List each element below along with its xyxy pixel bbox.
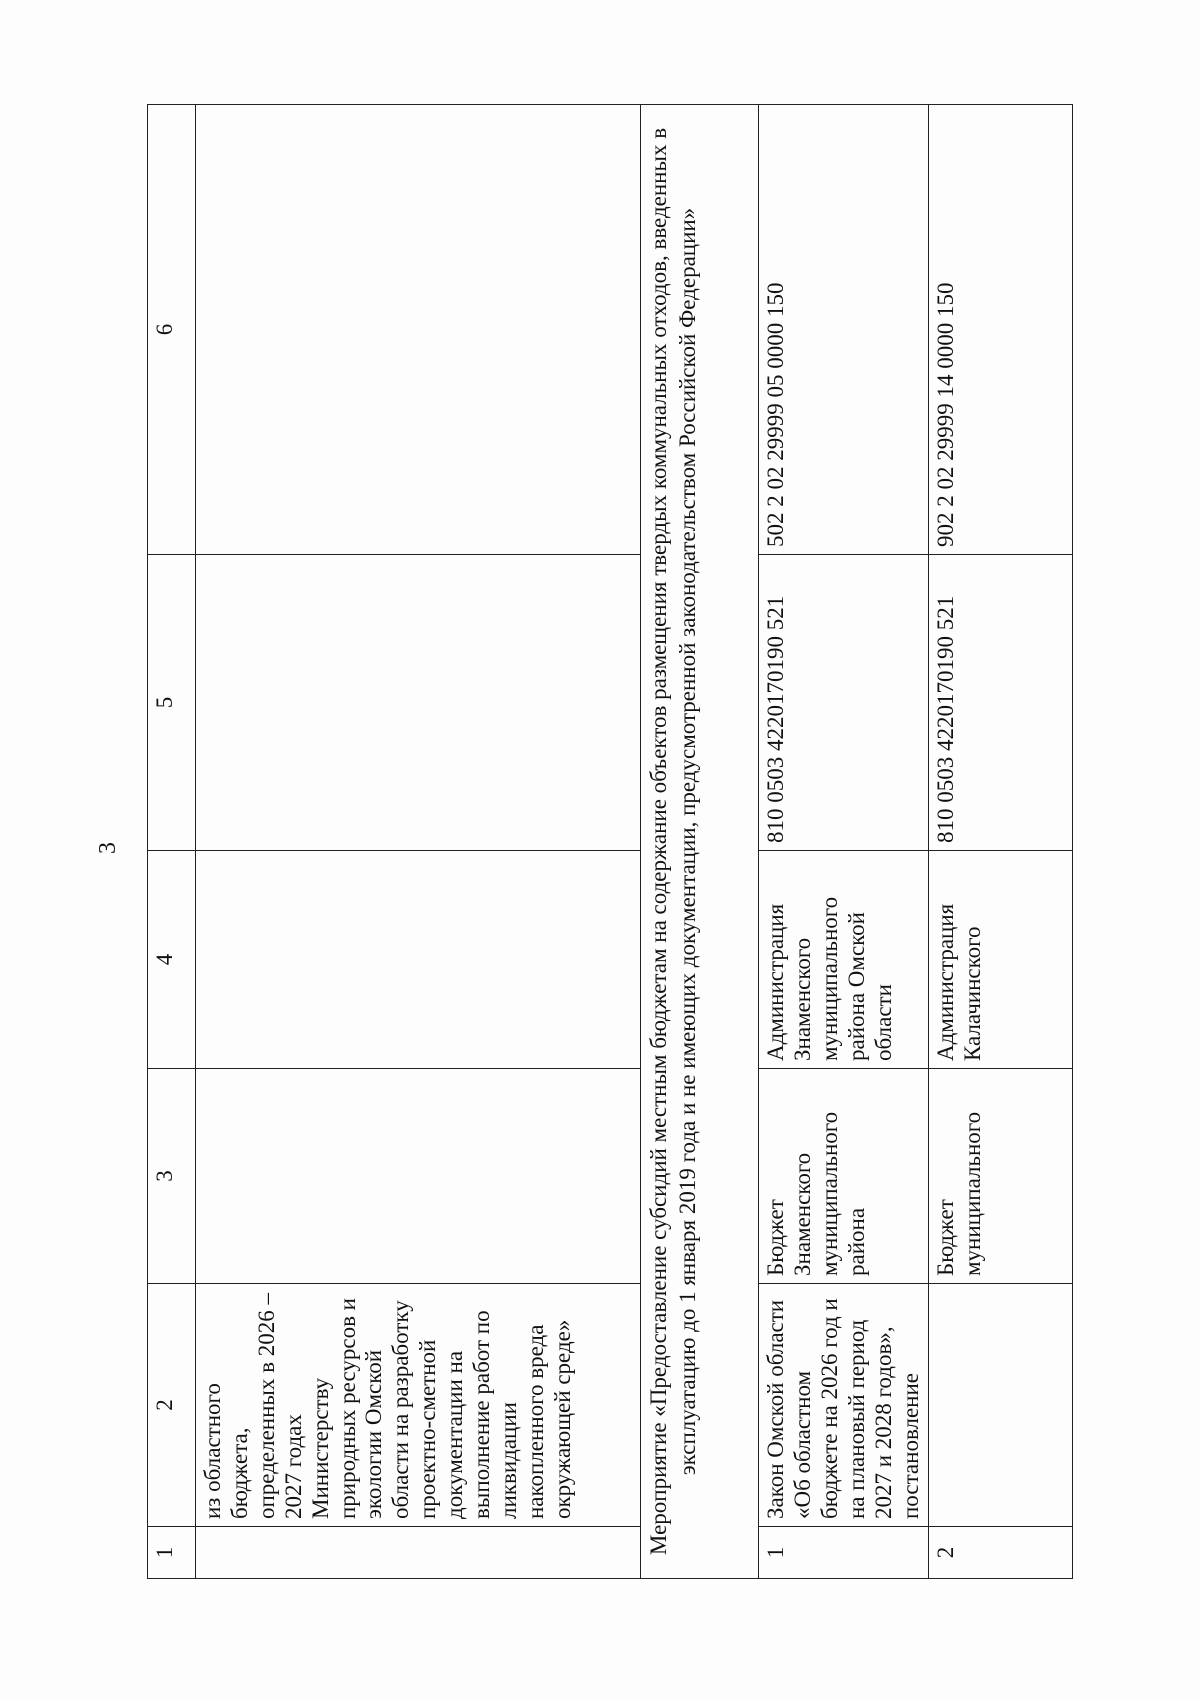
row-expense-code: 810 0503 4220170190 521 bbox=[759, 555, 929, 851]
row-expense-code: 810 0503 4220170190 521 bbox=[929, 555, 1073, 851]
cont-col-3 bbox=[196, 1069, 641, 1284]
header-col-6: 6 bbox=[148, 105, 196, 555]
header-col-2: 2 bbox=[148, 1284, 196, 1527]
row-basis bbox=[929, 1284, 1073, 1527]
row-basis: Закон Омской области «Об областном бюджете на 2026 год и на плановый период 2027 и 2028 годов», постановление bbox=[759, 1284, 929, 1527]
header-col-4: 4 bbox=[148, 851, 196, 1069]
row-administrator: Администрация Калачинского bbox=[929, 851, 1073, 1069]
rotated-table-wrapper bbox=[147, 105, 1072, 1579]
budget-table bbox=[147, 104, 1073, 1579]
cont-col-5 bbox=[196, 555, 641, 851]
row-income-code: 902 2 02 29999 14 0000 150 bbox=[929, 105, 1073, 555]
header-col-5: 5 bbox=[148, 555, 196, 851]
row-income-code: 502 2 02 29999 05 0000 150 bbox=[759, 105, 929, 555]
row-number: 1 bbox=[759, 1527, 929, 1579]
cont-col-2: из областного бюджета, определенных в 2026 – 2027 годах Министерству природных ресурсов и экологии Омской области на разработку проектно-сметной документации на выполнение работ по ликвидации накопленного вреда окружающей среде» bbox=[196, 1284, 641, 1527]
row-number: 2 bbox=[929, 1527, 1073, 1579]
row-budget: Бюджет муниципального bbox=[929, 1069, 1073, 1284]
continuation-row bbox=[196, 105, 641, 1579]
cont-col-1 bbox=[196, 1527, 641, 1579]
section-heading: Мероприятие «Предоставление субсидий местным бюджетам на содержание объектов размещения твердых коммунальных отходов, введенных в эксплуатацию до 1 января 2019 года и не имеющих документации, предусмотренной законодательством Российской Федерации» bbox=[641, 105, 759, 1579]
cont-col-6 bbox=[196, 105, 641, 555]
table-row bbox=[929, 105, 1073, 1579]
cont-col-4 bbox=[196, 851, 641, 1069]
page-number: 3 bbox=[95, 842, 121, 854]
row-administrator: Администрация Знаменского муниципального района Омской области bbox=[759, 851, 929, 1069]
header-row bbox=[148, 105, 196, 1579]
row-budget: Бюджет Знаменского муниципального района bbox=[759, 1069, 929, 1284]
header-col-1: 1 bbox=[148, 1527, 196, 1579]
section-heading-row bbox=[641, 105, 759, 1579]
table-row bbox=[759, 105, 929, 1579]
header-col-3: 3 bbox=[148, 1069, 196, 1284]
